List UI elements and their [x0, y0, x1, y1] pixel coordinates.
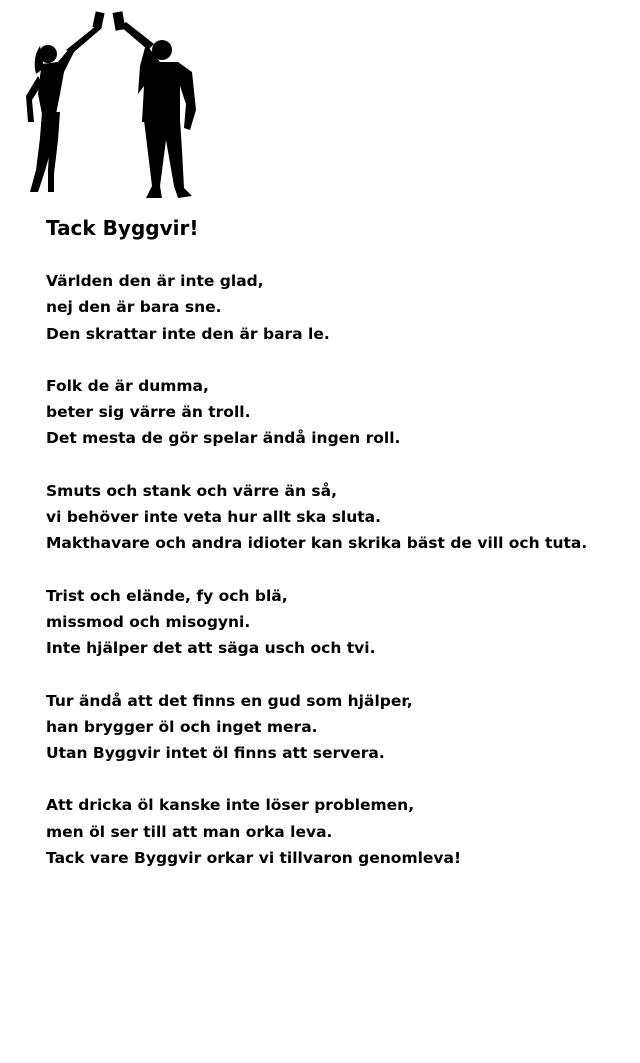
poem [46, 214, 636, 871]
stanza [46, 792, 636, 871]
stanza [46, 583, 636, 662]
poem-title: Tack Byggvir! [46, 216, 199, 240]
poem-stanzas [46, 268, 636, 871]
poem-line: han brygger öl och inget mera. [46, 717, 318, 736]
stanza [46, 268, 636, 347]
poem-line: Trist och elände, fy och blä, [46, 586, 288, 605]
poem-line: Smuts och stank och värre än så, [46, 481, 337, 500]
stanza [46, 478, 636, 557]
poem-line: Att dricka öl kanske inte löser problemen, [46, 796, 415, 815]
poem-line: Tur ändå att det finns en gud som hjälper, [46, 691, 413, 710]
poem-line: Makthavare och andra idioter kan skrika bäst de vill och tuta. [46, 534, 588, 553]
poem-line: Den skrattar inte den är bara le. [46, 324, 330, 343]
poem-line: nej den är bara sne. [46, 298, 222, 317]
toasting-couple-silhouette-icon [14, 10, 214, 200]
poem-line: Världen den är inte glad, [46, 272, 264, 290]
poem-line: Inte hjälper det att säga usch och tvi. [46, 639, 376, 658]
poem-line: vi behöver inte veta hur allt ska sluta. [46, 508, 382, 527]
poem-line: Utan Byggvir intet öl finns att servera. [46, 744, 385, 763]
poem-line: Tack vare Byggvir orkar vi tillvaron genomleva! [46, 849, 462, 868]
poem-line: Folk de är dumma, [46, 376, 209, 395]
poem-line: men öl ser till att man orka leva. [46, 822, 333, 841]
stanza [46, 688, 636, 767]
poem-line: Det mesta de gör spelar ändå ingen roll. [46, 429, 401, 448]
poem-line: beter sig värre än troll. [46, 403, 251, 422]
poem-line: missmod och misogyni. [46, 612, 251, 631]
stanza [46, 373, 636, 452]
